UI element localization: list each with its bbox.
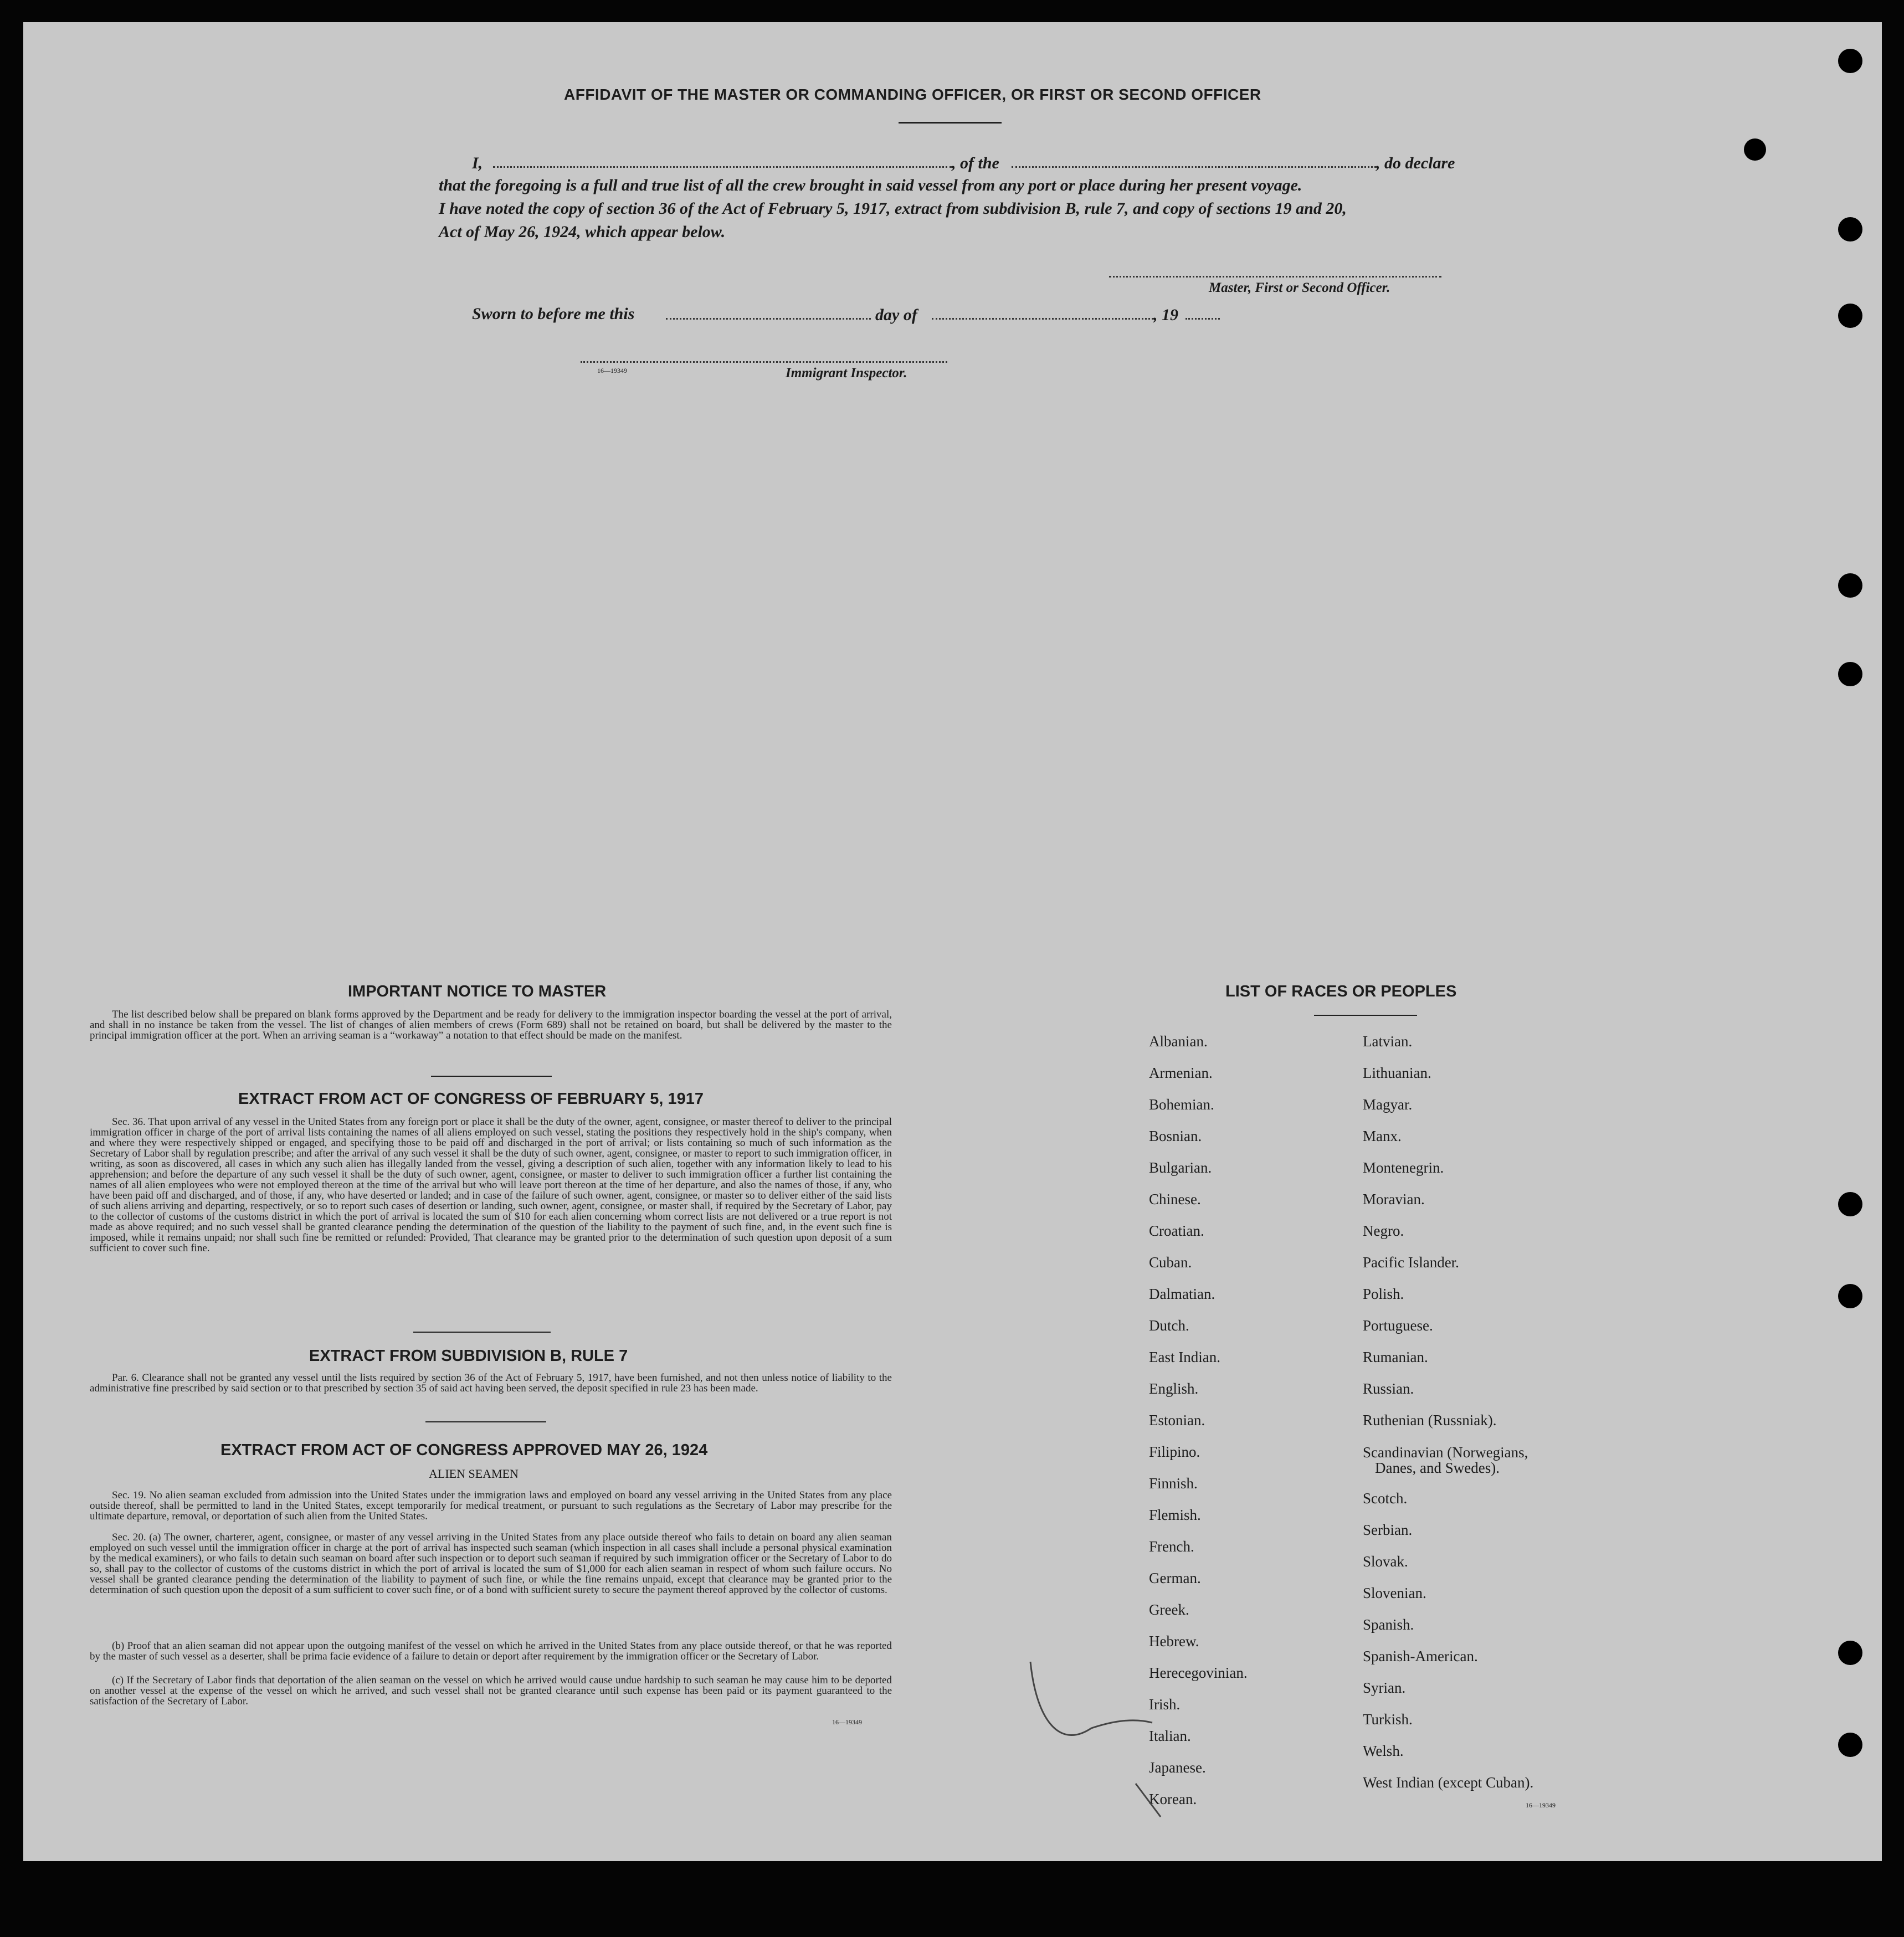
punch-hole — [1838, 1284, 1862, 1308]
race-item: East Indian. — [1149, 1349, 1220, 1365]
divider — [425, 1421, 546, 1422]
race-item: Cuban. — [1149, 1254, 1192, 1271]
extract-1917-text: Sec. 36. That upon arrival of any vessel in the United States from any foreign port or place it shall be the duty of the owner, agent, consignee, or master thereof to deliver to the principal immigration officer in charge of the port of arrival lists containing the names of all aliens employed on such vessel, stating the positions they respectively hold in the ship's company, when and where they were respectively shipped or engaged, and specifying those to be paid off and discharged in the port of arrival; or lists containing so much of such information as the Secretary of Labor shall by regulation prescribe; and after the arrival of any such vessel it shall be the duty of such owner, agent, consignee, or master to report to such immigration officer, in writing, as soon as discovered, all cases in which any such alien has illegally landed from the vessel, giving a description of such alien, together with any information likely to lead to his apprehension; and before the departure of any such vessel it shall be the duty of such owner, agent, consignee, or master to deliver to such immigration officer a further list containing the names of all alien employees who were not employed thereon at the time of the arrival but who will leave port thereon at the time of her departure, and also the names of those, if any, who have been paid off and discharged, and of those, if any, who have deserted or landed; and in case of the failure of such owner, agent, consignee, or master so to deliver either of the said lists of such aliens arriving and departing, respectively, or so to report such cases of desertion or landing, such owner, agent, consignee, or master shall, if required by the Secretary of Labor, pay to the collector of customs of the customs district in which the port of arrival is located the sum of $10 for each alien concerning whom correct lists are not delivered or a true report is not made as above required; and no such vessel shall be granted clearance pending the determination of the question of the liability to the payment of such fine, and, in the event such fine is imposed, while it remains unpaid; nor shall such fine be remitted or refunded: Provided, That clearance may be granted prior to the determination of such question upon deposit of a sum sufficient to cover such fine. — [90, 1116, 892, 1254]
notice-text: The list described below shall be prepared on blank forms approved by the Department and be ready for delivery to the immigration inspector boarding the vessel at the port of arrival, and shall in no instance be taken from the vessel. The list of changes of alien members of crews (Form 689) shall not be retained on board, but shall be delivered by the master to the principal immigration officer at the port. When an arriving seaman is a “workaway” a notation to that effect should be made on the manifest. — [90, 1009, 892, 1041]
race-item: Dalmatian. — [1149, 1286, 1215, 1302]
race-item: Filipino. — [1149, 1443, 1200, 1460]
race-item: Manx. — [1363, 1128, 1402, 1144]
form-number: 16—19349 — [597, 367, 627, 374]
race-item: Slovenian. — [1363, 1585, 1426, 1601]
punch-hole — [1744, 138, 1766, 161]
race-item: Welsh. — [1363, 1743, 1404, 1759]
race-item: Dutch. — [1149, 1317, 1189, 1334]
extract-rule7-title: EXTRACT FROM SUBDIVISION B, RULE 7 — [309, 1347, 628, 1365]
race-item: Japanese. — [1149, 1759, 1206, 1776]
race-item: Irish. — [1149, 1696, 1181, 1713]
race-item: Armenian. — [1149, 1065, 1213, 1081]
race-item: Italian. — [1149, 1728, 1191, 1744]
title-rule — [899, 122, 1002, 124]
race-item: Scotch. — [1363, 1490, 1408, 1507]
vessel-field[interactable] — [1012, 166, 1376, 168]
race-item: Finnish. — [1149, 1475, 1198, 1492]
punch-hole — [1838, 49, 1862, 73]
alien-seamen-subtitle: ALIEN SEAMEN — [429, 1467, 519, 1481]
race-item: English. — [1149, 1380, 1199, 1397]
affidavit-of-the-label: , of the — [952, 154, 999, 172]
punch-hole — [1838, 1192, 1862, 1216]
race-item: Albanian. — [1149, 1033, 1208, 1050]
punch-hole — [1838, 1641, 1862, 1665]
race-item: West Indian (except Cuban). — [1363, 1774, 1534, 1791]
race-item: Slovak. — [1363, 1553, 1408, 1570]
divider — [1314, 1015, 1417, 1016]
sworn-month-field[interactable] — [932, 318, 1153, 320]
pencil-mark — [1025, 1651, 1169, 1839]
race-item: Bulgarian. — [1149, 1159, 1212, 1176]
divider — [431, 1076, 552, 1077]
signature-label: Master, First or Second Officer. — [1209, 280, 1390, 295]
race-item: German. — [1149, 1570, 1201, 1586]
punch-hole — [1838, 662, 1862, 686]
race-item: Pacific Islander. — [1363, 1254, 1459, 1271]
race-item: Chinese. — [1149, 1191, 1201, 1208]
race-item: Serbian. — [1363, 1522, 1413, 1538]
sworn-day-field[interactable] — [666, 318, 871, 320]
race-item: Herecegovinian. — [1149, 1664, 1248, 1681]
sec-19-text: Sec. 19. No alien seaman excluded from admission into the United States under the immigration laws and employed on board any vessel arriving in the United States from any place outside thereof, shall be permitted to land in the United States, except temporarily for medical treatment, or pursuant to such regulations as the Secretary of Labor may prescribe for the ultimate departure, removal, or deportation of such alien from the United States. — [90, 1489, 892, 1522]
year-label: , 19 — [1153, 306, 1178, 324]
races-right-column — [1363, 1026, 1533, 1799]
race-item: Bohemian. — [1149, 1096, 1214, 1113]
affidavit-line-4: Act of May 26, 1924, which appear below. — [439, 223, 726, 241]
race-item: Turkish. — [1363, 1711, 1413, 1728]
divider — [413, 1332, 551, 1333]
affidavit-do-declare: , do declare — [1376, 154, 1455, 172]
race-item: Rumanian. — [1363, 1349, 1428, 1365]
race-item: Scandinavian (Norwegians, — [1363, 1444, 1528, 1461]
races-title: LIST OF RACES OR PEOPLES — [1225, 983, 1457, 1000]
race-item: Montenegrin. — [1363, 1159, 1444, 1176]
signature-line[interactable] — [1109, 276, 1441, 278]
race-item: Magyar. — [1363, 1096, 1413, 1113]
day-of-label: day of — [875, 306, 917, 324]
sec-20c-text: (c) If the Secretary of Labor finds that deportation of the alien seaman on the vessel on which he arrived would cause undue hardship to such seaman he may cause him to be deported on another vessel at the expense of the vessel on which he arrived, and such vessel shall not be granted clearance until such expense has been paid or its payment guaranteed to the satisfaction of the Secretary of Labor. — [90, 1674, 892, 1707]
race-item: Russian. — [1363, 1380, 1414, 1397]
race-item: Estonian. — [1149, 1412, 1205, 1429]
punch-hole — [1838, 217, 1862, 242]
affidavit-i-label: I, — [472, 154, 483, 172]
race-item: Negro. — [1363, 1222, 1404, 1239]
affidavit-line-2: that the foregoing is a full and true list of all the crew brought in said vessel from any port or place during her present voyage. — [439, 176, 1302, 194]
sec-20b-text: (b) Proof that an alien seaman did not appear upon the outgoing manifest of the vessel on which he arrived in the United States from any place outside thereof, or that he was reported by the master of such vessel as a deserter, shall be prima facie evidence of a failure to detain or deport after requirement by the immigration officer or the Secretary of Labor. — [90, 1640, 892, 1662]
sworn-label: Sworn to before me this — [472, 305, 635, 323]
sec-20a-text: Sec. 20. (a) The owner, charterer, agent, consignee, or master of any vessel arriving in the United States from any place outside thereof who fails to detain on board any alien seaman employed on such vessel until the immigration officer in charge at the port of arrival has inspected such seaman (which inspection in all cases shall include a personal physical examination by the medical examiners), or who fails to detain such seaman on board after such inspection or to deport such seaman if required by such immigration officer or the Secretary of Labor to do so, shall pay to the collector of customs of the customs district in which the port of arrival is located the sum of $1,000 for each alien seaman in respect of whom such failure occurs. No vessel shall be granted clearance pending the determination of the liability to payment of such fine, or while the fine remains unpaid, except that clearance may be granted prior to the determination of such question upon the deposit of a sum sufficient to cover such fine, or of a bond with sufficient surety to secure the payment thereof approved by the collector of customs. — [90, 1532, 892, 1596]
affidavit-line-3: I have noted the copy of section 36 of the Act of February 5, 1917, extract from subdivision B, rule 7, and copy of sections 19 and 20, — [439, 199, 1347, 218]
sworn-year-field[interactable] — [1185, 318, 1220, 320]
extract-1924-title: EXTRACT FROM ACT OF CONGRESS APPROVED MAY 26, 1924 — [220, 1441, 708, 1459]
notice-title: IMPORTANT NOTICE TO MASTER — [348, 983, 607, 1000]
name-field[interactable] — [493, 166, 952, 168]
inspector-signature-line[interactable] — [581, 361, 947, 363]
race-item: Ruthenian (Russniak). — [1363, 1412, 1497, 1429]
race-item: Syrian. — [1363, 1679, 1406, 1696]
inspector-label: Immigrant Inspector. — [786, 366, 907, 381]
race-item: Latvian. — [1363, 1033, 1413, 1050]
race-item: Danes, and Swedes). — [1375, 1460, 1500, 1476]
race-item: Greek. — [1149, 1601, 1189, 1618]
punch-hole — [1838, 1733, 1862, 1757]
race-item: Korean. — [1149, 1791, 1197, 1807]
race-item: Flemish. — [1149, 1507, 1201, 1523]
race-item: Hebrew. — [1149, 1633, 1199, 1650]
extract-1917-title: EXTRACT FROM ACT OF CONGRESS OF FEBRUARY 5, 1917 — [238, 1090, 704, 1108]
punch-hole — [1838, 573, 1862, 598]
punch-hole — [1838, 304, 1862, 328]
race-item: French. — [1149, 1538, 1194, 1555]
form-number: 16—19349 — [1526, 1801, 1556, 1809]
extract-rule7-text: Par. 6. Clearance shall not be granted any vessel until the lists required by section 36 of the Act of February 5, 1917, have been furnished, and not then unless notice of liability to the administrative fine prescribed by said section or to that prescribed by section 35 of said act having been served, the deposit specified in rule 23 has been made. — [90, 1372, 892, 1394]
race-item: Spanish. — [1363, 1616, 1414, 1633]
race-item: Spanish-American. — [1363, 1648, 1478, 1664]
race-item: Portuguese. — [1363, 1317, 1433, 1334]
race-item: Polish. — [1363, 1286, 1404, 1302]
form-number: 16—19349 — [832, 1718, 862, 1726]
race-item: Moravian. — [1363, 1191, 1425, 1208]
affidavit-title: AFFIDAVIT OF THE MASTER OR COMMANDING OFFICER, OR FIRST OR SECOND OFFICER — [564, 86, 1261, 103]
race-item: Lithuanian. — [1363, 1065, 1431, 1081]
race-item: Croatian. — [1149, 1222, 1204, 1239]
race-item: Bosnian. — [1149, 1128, 1202, 1144]
